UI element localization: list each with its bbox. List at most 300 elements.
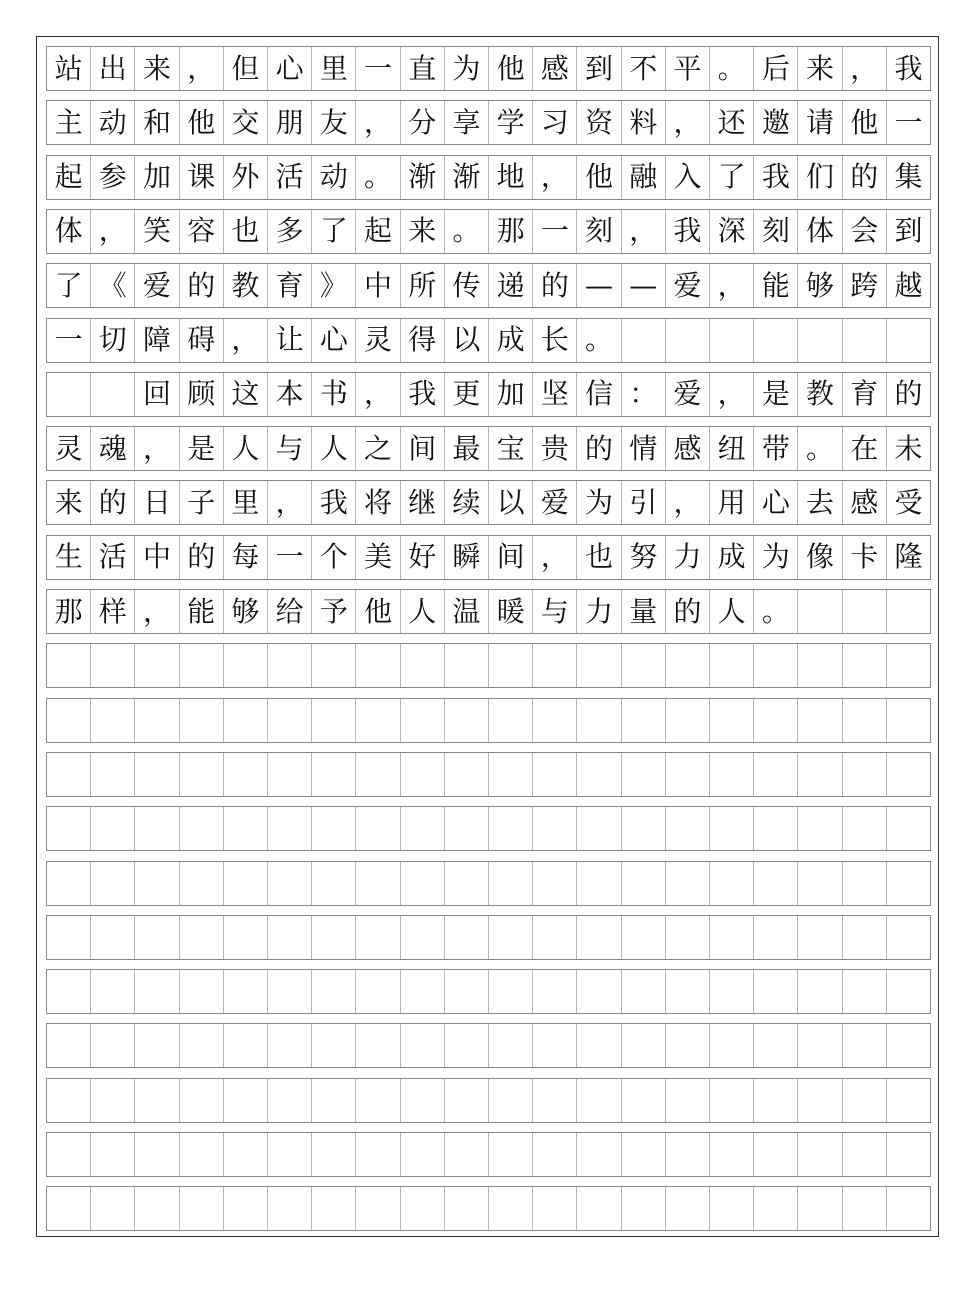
grid-cell-char: 暖 (489, 590, 533, 633)
grid-cell-char: ， (268, 481, 312, 524)
grid-cell-empty (91, 699, 135, 742)
grid-cell-char: 间 (489, 536, 533, 579)
grid-cell-char: 为 (445, 47, 489, 90)
grid-cell-empty (312, 916, 356, 959)
grid-cell-char: 平 (666, 47, 710, 90)
grid-cell-empty (180, 753, 224, 796)
grid-cell-empty (445, 970, 489, 1013)
grid-cell-empty (356, 1079, 400, 1122)
grid-cell-empty (312, 699, 356, 742)
grid-cell-char: ， (135, 427, 179, 470)
grid-cell-char: 感 (843, 481, 887, 524)
text-line (46, 318, 931, 363)
grid-cell-empty (268, 699, 312, 742)
grid-cell-char: 之 (356, 427, 400, 470)
grid-cell-char: 融 (622, 156, 666, 199)
grid-cell-empty (843, 319, 887, 362)
text-line (46, 263, 931, 308)
grid-cell-empty (798, 1079, 842, 1122)
grid-cell-empty (577, 807, 621, 850)
grid-cell-empty (622, 1079, 666, 1122)
grid-cell-char: 的 (666, 590, 710, 633)
grid-cell-char: 碍 (180, 319, 224, 362)
grid-cell-char: 美 (356, 536, 400, 579)
grid-cell-char: 他 (577, 156, 621, 199)
grid-cell-empty (887, 699, 930, 742)
grid-cell-char: 体 (47, 210, 91, 253)
grid-cell-empty (47, 753, 91, 796)
text-line (46, 589, 931, 634)
grid-cell-empty (356, 862, 400, 905)
grid-cell-empty (666, 807, 710, 850)
grid-cell-char: — (622, 264, 666, 307)
grid-cell-char: 人 (710, 590, 754, 633)
grid-cell-char: 和 (135, 101, 179, 144)
grid-cell-empty (622, 319, 666, 362)
grid-cell-char: 是 (180, 427, 224, 470)
grid-cell-empty (754, 970, 798, 1013)
grid-cell-empty (666, 1079, 710, 1122)
grid-cell-empty (445, 1079, 489, 1122)
grid-cell-empty (843, 1133, 887, 1176)
grid-cell-empty (533, 1187, 577, 1230)
grid-cell-empty (401, 916, 445, 959)
blank-line (46, 698, 931, 743)
grid-cell-char: 最 (445, 427, 489, 470)
grid-cell-char: 未 (894, 431, 923, 465)
grid-cell-empty (445, 807, 489, 850)
grid-cell-char: 爱 (666, 264, 710, 307)
grid-cell-empty (401, 1133, 445, 1176)
blank-line (46, 643, 931, 688)
grid-cell-empty (445, 644, 489, 687)
grid-cell-empty (224, 1024, 268, 1067)
grid-cell-empty (622, 862, 666, 905)
grid-cell-empty (47, 916, 91, 959)
grid-cell-empty (666, 862, 710, 905)
grid-cell-char: 与 (268, 427, 312, 470)
grid-cell-char: 集 (894, 160, 923, 194)
grid-cell-char: 递 (489, 264, 533, 307)
grid-cell-empty (312, 644, 356, 687)
grid-cell-empty (47, 373, 91, 416)
grid-cell-empty (887, 319, 930, 362)
grid-cell-char: 能 (180, 590, 224, 633)
grid-cell-empty (47, 644, 91, 687)
grid-cell-empty (843, 590, 887, 633)
blank-line (46, 752, 931, 797)
grid-cell-empty (47, 807, 91, 850)
grid-cell-empty (533, 1133, 577, 1176)
grid-cell-char: 的 (843, 156, 887, 199)
grid-cell-char: 传 (445, 264, 489, 307)
grid-cell-empty (180, 644, 224, 687)
grid-cell-empty (91, 970, 135, 1013)
grid-cell-char: 回 (135, 373, 179, 416)
grid-cell-char: 教 (224, 264, 268, 307)
grid-cell-char: 到 (894, 214, 923, 248)
grid-cell-char: 来 (798, 47, 842, 90)
grid-cell-empty (445, 699, 489, 742)
grid-cell-char: 。 (445, 210, 489, 253)
grid-cell-char: 这 (224, 373, 268, 416)
grid-cell-char: — (577, 264, 621, 307)
grid-cell-char: 育 (268, 264, 312, 307)
grid-cell-char: 让 (268, 319, 312, 362)
grid-cell-char: 容 (180, 210, 224, 253)
grid-cell-char: 来 (47, 481, 91, 524)
grid-cell-char: 本 (268, 373, 312, 416)
grid-cell-empty (710, 1133, 754, 1176)
grid-cell-empty (445, 862, 489, 905)
grid-cell-char: 加 (135, 156, 179, 199)
manuscript-sheet (36, 36, 939, 1237)
blank-line (46, 1078, 931, 1123)
grid-cell-char: ， (224, 319, 268, 362)
grid-cell-char: 一 (268, 536, 312, 579)
grid-cell-empty (798, 753, 842, 796)
grid-cell-char: 够 (798, 264, 842, 307)
grid-cell-char: 灵 (356, 319, 400, 362)
grid-cell-empty (268, 644, 312, 687)
grid-cell-empty (666, 1024, 710, 1067)
grid-cell-empty (401, 753, 445, 796)
grid-cell-char: 以 (489, 481, 533, 524)
grid-cell-empty (710, 862, 754, 905)
grid-cell-empty (180, 807, 224, 850)
grid-cell-char: 人 (224, 427, 268, 470)
grid-cell-empty (710, 699, 754, 742)
grid-cell-empty (622, 1187, 666, 1230)
grid-cell-char: ， (91, 210, 135, 253)
grid-cell-empty (798, 1024, 842, 1067)
grid-cell-char: 参 (91, 156, 135, 199)
grid-cell-empty (224, 970, 268, 1013)
grid-cell-empty (887, 916, 930, 959)
grid-cell-empty (401, 970, 445, 1013)
grid-cell-char: 温 (445, 590, 489, 633)
grid-cell-empty (312, 1133, 356, 1176)
grid-cell-char: 爱 (135, 264, 179, 307)
grid-cell-char: 里 (312, 47, 356, 90)
grid-cell-empty (489, 753, 533, 796)
grid-cell-empty (356, 753, 400, 796)
grid-cell-char: ： (622, 373, 666, 416)
grid-cell-empty (710, 644, 754, 687)
grid-cell-char: 的 (180, 264, 224, 307)
grid-cell-empty (622, 753, 666, 796)
grid-cell-char: 以 (445, 319, 489, 362)
grid-cell-empty (710, 807, 754, 850)
grid-cell-char: 给 (268, 590, 312, 633)
grid-cell-empty (622, 699, 666, 742)
grid-cell-char: 障 (135, 319, 179, 362)
grid-cell-char: 朋 (268, 101, 312, 144)
grid-cell-char: 能 (754, 264, 798, 307)
grid-cell-char: 好 (401, 536, 445, 579)
grid-cell-empty (180, 1079, 224, 1122)
text-line (46, 155, 931, 200)
grid-cell-char: 信 (577, 373, 621, 416)
grid-cell-char: 将 (356, 481, 400, 524)
grid-cell-char: 跨 (843, 264, 887, 307)
grid-cell-empty (135, 862, 179, 905)
grid-cell-empty (47, 699, 91, 742)
grid-cell-char: 努 (622, 536, 666, 579)
grid-cell-empty (843, 644, 887, 687)
grid-cell-empty (312, 807, 356, 850)
grid-cell-char: 主 (47, 101, 91, 144)
grid-cell-char: 后 (754, 47, 798, 90)
grid-cell-char: ， (843, 47, 887, 90)
text-line (46, 535, 931, 580)
grid-cell-char: 日 (135, 481, 179, 524)
grid-cell-char: ， (356, 101, 400, 144)
grid-cell-empty (577, 699, 621, 742)
grid-cell-char: 刻 (754, 210, 798, 253)
grid-cell-char: 里 (224, 481, 268, 524)
grid-cell-empty (798, 319, 842, 362)
grid-cell-empty (843, 862, 887, 905)
text-line (46, 372, 931, 417)
grid-cell-empty (754, 1079, 798, 1122)
text-line (46, 209, 931, 254)
grid-cell-char: 的 (894, 377, 923, 411)
grid-cell-empty (577, 1079, 621, 1122)
grid-cell-empty (798, 590, 842, 633)
grid-cell-char: 刻 (577, 210, 621, 253)
grid-cell-char: 坚 (533, 373, 577, 416)
grid-cell-char: 渐 (445, 156, 489, 199)
grid-cell-empty (268, 1079, 312, 1122)
grid-cell-char: ， (533, 156, 577, 199)
grid-cell-empty (666, 753, 710, 796)
grid-cell-char: 顾 (180, 373, 224, 416)
grid-cell-char: 直 (401, 47, 445, 90)
grid-cell-empty (268, 862, 312, 905)
grid-cell-empty (622, 970, 666, 1013)
grid-cell-char: 带 (754, 427, 798, 470)
grid-cell-empty (91, 862, 135, 905)
grid-cell-char: ， (533, 536, 577, 579)
grid-cell-empty (489, 970, 533, 1013)
grid-cell-char: 来 (135, 47, 179, 90)
blank-line (46, 1023, 931, 1068)
grid-cell-empty (798, 970, 842, 1013)
grid-cell-empty (489, 1187, 533, 1230)
grid-cell-char: 也 (577, 536, 621, 579)
grid-cell-empty (401, 807, 445, 850)
grid-cell-empty (180, 970, 224, 1013)
grid-cell-empty (887, 753, 930, 796)
grid-cell-char: 也 (224, 210, 268, 253)
grid-cell-char: 加 (489, 373, 533, 416)
grid-cell-empty (533, 644, 577, 687)
grid-cell-char: 中 (356, 264, 400, 307)
grid-cell-char: 成 (710, 536, 754, 579)
grid-cell-char: 我 (666, 210, 710, 253)
grid-cell-char: 一 (47, 319, 91, 362)
grid-cell-char: 与 (533, 590, 577, 633)
grid-cell-empty (135, 644, 179, 687)
grid-cell-char: 心 (312, 319, 356, 362)
grid-cell-empty (622, 916, 666, 959)
grid-cell-char: 育 (843, 373, 887, 416)
grid-cell-char: ， (710, 264, 754, 307)
grid-cell-empty (710, 916, 754, 959)
grid-cell-char: ， (666, 101, 710, 144)
grid-cell-char: 我 (894, 51, 923, 85)
grid-cell-char: 切 (91, 319, 135, 362)
grid-cell-empty (91, 373, 135, 416)
grid-cell-empty (622, 1024, 666, 1067)
grid-cell-char: 外 (224, 156, 268, 199)
grid-cell-empty (91, 1187, 135, 1230)
grid-cell-char: 瞬 (445, 536, 489, 579)
grid-cell-char: 续 (445, 481, 489, 524)
grid-cell-empty (268, 970, 312, 1013)
grid-cell-empty (135, 970, 179, 1013)
grid-cell-empty (445, 1187, 489, 1230)
grid-cell-empty (754, 753, 798, 796)
grid-cell-empty (224, 916, 268, 959)
text-line (46, 426, 931, 471)
grid-cell-char: 爱 (666, 373, 710, 416)
grid-cell-empty (91, 1133, 135, 1176)
grid-cell-empty (312, 1187, 356, 1230)
grid-cell-char: ， (710, 373, 754, 416)
grid-cell-empty (843, 1079, 887, 1122)
grid-cell-empty (135, 1079, 179, 1122)
grid-cell-empty (224, 1133, 268, 1176)
grid-cell-empty (180, 1024, 224, 1067)
blank-line (46, 806, 931, 851)
grid-cell-empty (312, 1024, 356, 1067)
grid-cell-empty (91, 753, 135, 796)
grid-cell-char: 不 (622, 47, 666, 90)
grid-cell-empty (224, 807, 268, 850)
grid-cell-char: ， (666, 481, 710, 524)
grid-cell-char: 料 (622, 101, 666, 144)
grid-cell-char: 一 (894, 105, 923, 139)
grid-cell-empty (356, 970, 400, 1013)
grid-cell-char: 成 (489, 319, 533, 362)
grid-cell-char: 中 (135, 536, 179, 579)
grid-cell-char: 起 (356, 210, 400, 253)
grid-cell-empty (91, 1079, 135, 1122)
grid-cell-char: 像 (798, 536, 842, 579)
grid-cell-char: 受 (894, 485, 923, 519)
grid-cell-empty (47, 1187, 91, 1230)
grid-cell-char: 宝 (489, 427, 533, 470)
grid-cell-char: 的 (91, 481, 135, 524)
grid-cell-empty (356, 1024, 400, 1067)
grid-cell-empty (224, 1079, 268, 1122)
grid-cell-empty (887, 590, 930, 633)
grid-cell-empty (754, 807, 798, 850)
grid-cell-empty (312, 1079, 356, 1122)
blank-line (46, 1186, 931, 1231)
grid-cell-char: 贵 (533, 427, 577, 470)
grid-cell-char: 去 (798, 481, 842, 524)
grid-cell-empty (135, 807, 179, 850)
grid-cell-empty (312, 753, 356, 796)
grid-cell-char: 纽 (710, 427, 754, 470)
grid-cell-char: 灵 (47, 427, 91, 470)
grid-cell-empty (47, 1133, 91, 1176)
grid-cell-char: 交 (224, 101, 268, 144)
grid-cell-empty (401, 699, 445, 742)
grid-cell-char: 来 (401, 210, 445, 253)
grid-cell-char: 感 (533, 47, 577, 90)
grid-cell-char: ， (622, 210, 666, 253)
grid-cell-char: 我 (312, 481, 356, 524)
grid-cell-empty (268, 807, 312, 850)
grid-cell-char: 量 (622, 590, 666, 633)
grid-cell-empty (489, 807, 533, 850)
grid-cell-empty (754, 1024, 798, 1067)
grid-cell-char: 分 (401, 101, 445, 144)
grid-cell-empty (666, 644, 710, 687)
grid-cell-char: 人 (312, 427, 356, 470)
grid-cell-char: 一 (356, 47, 400, 90)
grid-cell-empty (533, 1079, 577, 1122)
grid-cell-char: 那 (489, 210, 533, 253)
grid-cell-empty (47, 1024, 91, 1067)
grid-cell-char: 魂 (91, 427, 135, 470)
grid-cell-char: 卡 (843, 536, 887, 579)
grid-cell-empty (401, 644, 445, 687)
grid-cell-char: 他 (843, 101, 887, 144)
grid-cell-empty (135, 916, 179, 959)
grid-cell-char: 予 (312, 590, 356, 633)
grid-cell-empty (312, 862, 356, 905)
grid-cell-empty (887, 970, 930, 1013)
grid-cell-empty (356, 916, 400, 959)
grid-cell-empty (577, 970, 621, 1013)
grid-cell-char: 那 (47, 590, 91, 633)
grid-cell-empty (135, 1024, 179, 1067)
grid-cell-char: 。 (577, 319, 621, 362)
grid-cell-empty (754, 862, 798, 905)
grid-cell-empty (887, 1079, 930, 1122)
grid-cell-empty (754, 319, 798, 362)
grid-cell-empty (489, 862, 533, 905)
grid-cell-empty (887, 1187, 930, 1230)
grid-cell-char: 渐 (401, 156, 445, 199)
grid-cell-empty (533, 916, 577, 959)
grid-cell-char: 是 (754, 373, 798, 416)
grid-cell-char: 享 (445, 101, 489, 144)
grid-cell-empty (843, 916, 887, 959)
grid-cell-empty (224, 699, 268, 742)
blank-line (46, 915, 931, 960)
grid-cell-empty (754, 1133, 798, 1176)
grid-cell-char: 为 (577, 481, 621, 524)
grid-cell-char: 心 (268, 47, 312, 90)
grid-cell-empty (666, 970, 710, 1013)
grid-cell-empty (445, 916, 489, 959)
grid-cell-char: ， (180, 47, 224, 90)
grid-cell-empty (91, 644, 135, 687)
grid-cell-char: 学 (489, 101, 533, 144)
blank-line (46, 969, 931, 1014)
grid-cell-char: 更 (445, 373, 489, 416)
grid-cell-char: 教 (798, 373, 842, 416)
grid-cell-empty (622, 1133, 666, 1176)
grid-cell-char: 的 (533, 264, 577, 307)
grid-cell-char: ， (135, 590, 179, 633)
